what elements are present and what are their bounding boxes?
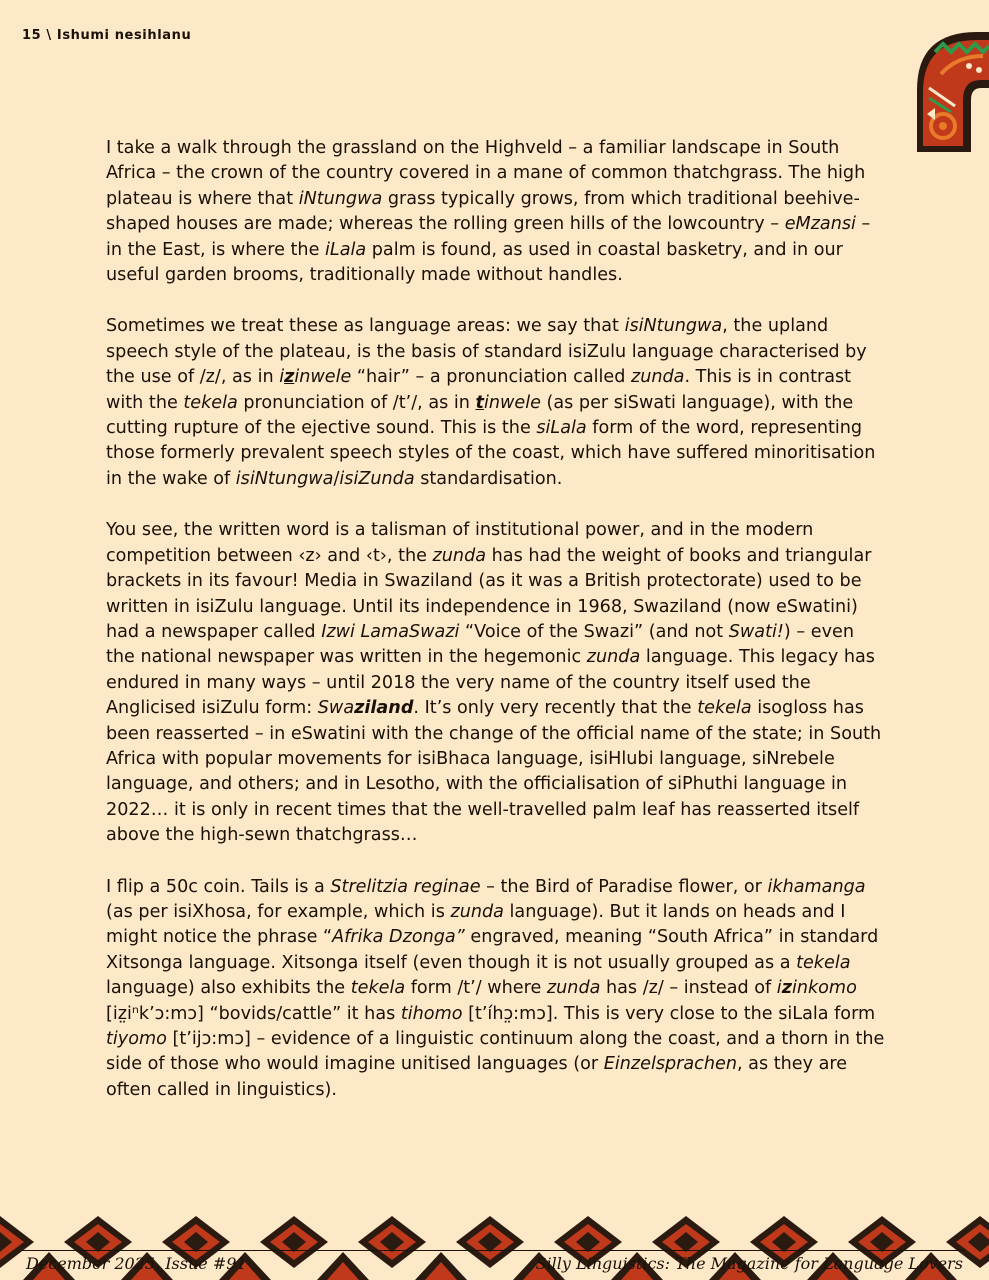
footer-issue-date: December 2025, Issue #91 [26,1254,247,1273]
paragraph-language-areas: Sometimes we treat these as language areas: we say that isiNtungwa, the upland speech style of the plateau, is the basis of standard isiZulu language characterised by the use of /z/, as in izinwele “hair” – a pronunciation called zunda. This is in contrast with the tekela pronunciation of /t’/, as in tinwele (as per siSwati language), with the cutting rupture of the ejective sound. This is the siLala form of the word, representing those formerly prevalent speech styles of the coast, which have suffered minoritisation in the wake of isiNtungwa/isiZunda standardisation. [106,316,876,489]
footer-divider [22,1250,966,1251]
footer-magazine-title: Silly Linguistics: The Magazine for Language Lovers [535,1254,963,1273]
article-body [106,136,888,1129]
paragraph-grassland: I take a walk through the grassland on the Highveld – a familiar landscape in South Africa – the crown of the country covered in a mane of common thatchgrass. The high plateau is where that iNtungwa grass typically grows, from which traditional beehive-shaped houses are made; whereas the rolling green hills of the lowcountry – eMzansi – in the East, is where the iLala palm is found, as used in coastal basketry, and in our useful garden brooms, traditionally made without handles. [106,138,871,286]
page-number-header: 15 \ Ishumi nesihlanu [22,28,192,43]
corner-ornament-icon [917,30,989,158]
paragraph-written-word: You see, the written word is a talisman of institutional power, and in the modern competition between ‹z› and ‹t›, the zunda has had the weight of books and triangular brackets in its favour! Media in Swaziland (as it was a British protectorate) used to be written in isiZulu language. Until its independence in 1968, Swaziland (now eSwatini) had a newspaper called Izwi LamaSwazi “Voice of the Swazi” (and not Swati!) – even the national newspaper was written in the hegemonic zunda language. This legacy has endured in many ways – until 2018 the very name of the country itself used the Anglicised isiZulu form: Swaziland. It’s only very recently that the tekela isogloss has been reasserted – in eSwatini with the change of the official name of the state; in South Africa with popular movements for isiBhaca language, isiHlubi language, siNrebele language, and others; and in Lesotho, with the officialisation of siPhuthi language in 2022… it is only in recent times that the well-travelled palm leaf has reasserted itself above the high-sewn thatchgrass… [106,520,882,846]
footer-diamond [260,1216,369,1280]
paragraph-coin: I flip a 50c coin. Tails is a Strelitzia reginae – the Bird of Paradise flower, or ikhamanga (as per isiXhosa, for example, which is zunda language). But it lands on heads and I might notice the phrase “Afrika Dzonga” engraved, meaning “South Africa” in standard Xitsonga language. Xitsonga itself (even though it is not usually grouped as a tekela language) also exhibits the tekela form /t’/ where zunda has /z/ – instead of izinkomo [iz̤iⁿk’ɔ:mɔ] “bovids/cattle” it has tihomo [t’íhɔ̤:mɔ]. This is very close to the siLala form tiyomo [t’ijɔ:mɔ] – evidence of a linguistic continuum along the coast, and a thorn in the side of those who would imagine unitised languages (or Einzelsprachen, as they are often called in linguistics). [106,876,885,1100]
footer-diamond [358,1216,467,1280]
